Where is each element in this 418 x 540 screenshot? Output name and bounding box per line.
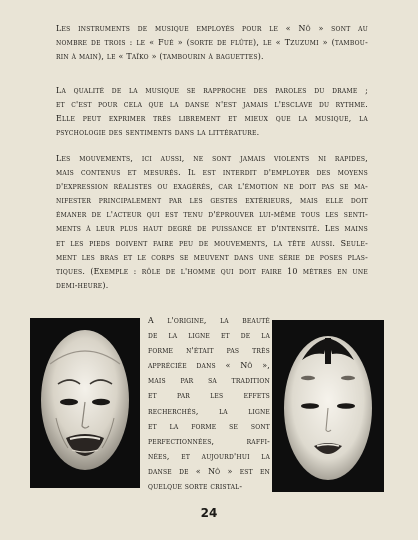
text-line: d'expression réalistes ou exagérés, car l'émotion ne doit pas se ma- (56, 182, 368, 192)
side-paragraph-origin (148, 313, 270, 494)
text-line: danse de « Nô » est en (148, 466, 270, 476)
paragraph-music-quality (56, 84, 368, 140)
noh-mask-photo-right (272, 320, 384, 492)
text-line: de la ligne et de la (148, 331, 270, 341)
text-line: émaner de l'acteur qui est tenu d'éprouver lui-même tous les senti- (56, 210, 368, 220)
text-line: et c'est pour cela que la danse n'est jamais l'esclave du rythme. (56, 100, 368, 110)
text-line: et les pieds doivent faire peu de mouvements, la tête aussi. Seule- (56, 238, 368, 248)
text-line: psychologie des sentiments dans la littérature. (56, 128, 260, 138)
text-line: ments à leur plus haut degré de puissance et d'intensité. Les mains (56, 224, 368, 234)
text-line: Les mouvements, ici aussi, ne sont jamais violents ni rapides, (56, 154, 368, 163)
text-line: ment les bras et le corps se meuvent dans une série de poses plas- (56, 252, 368, 262)
text-line: A l'origine, la beauté (148, 316, 270, 325)
text-line: La qualité de la musique se rapproche des paroles du drame ; (56, 86, 368, 95)
text-line: tiques. (Exemple : rôle de l'homme qui doit faire 10 mètres en une (56, 266, 368, 276)
text-line: demi-heure). (56, 280, 109, 290)
text-line: rin à main), le « Taïko » (tambourin à baguettes). (56, 52, 264, 62)
text-line: appréciée dans « Nô », (148, 361, 270, 371)
text-line: et la forme se sont (148, 421, 270, 431)
text-line: mais contenus et mesurés. Il est interdit d'employer des moyens (56, 168, 368, 178)
text-line: perfectionnées, raffi- (148, 436, 270, 446)
text-line: forme n'était pas très (148, 346, 270, 356)
text-line: nombre de trois : le « Fué » (sorte de flûte), le « Tzuzumi » (tambou- (56, 38, 368, 48)
text-line: nifester principalement par les gestes extérieurs, mais elle doit (56, 196, 368, 206)
text-line: quelque sorte cristal- (148, 482, 243, 492)
text-line: mais par sa tradition (148, 376, 270, 386)
paragraph-movements (56, 152, 368, 293)
noh-mask-photo-left (30, 318, 140, 488)
page-number: 24 (200, 506, 218, 520)
text-line: recherchés, la ligne (148, 406, 270, 416)
text-line: Les instruments de musique employés pour le « Nô » sont au (56, 24, 368, 33)
text-line: nées, et aujourd'hui la (148, 451, 270, 461)
text-line: et par les effets (148, 391, 270, 401)
paragraph-instruments (56, 22, 368, 64)
text-line: Elle peut exprimer très librement et mieux que la musique, la (56, 114, 368, 124)
